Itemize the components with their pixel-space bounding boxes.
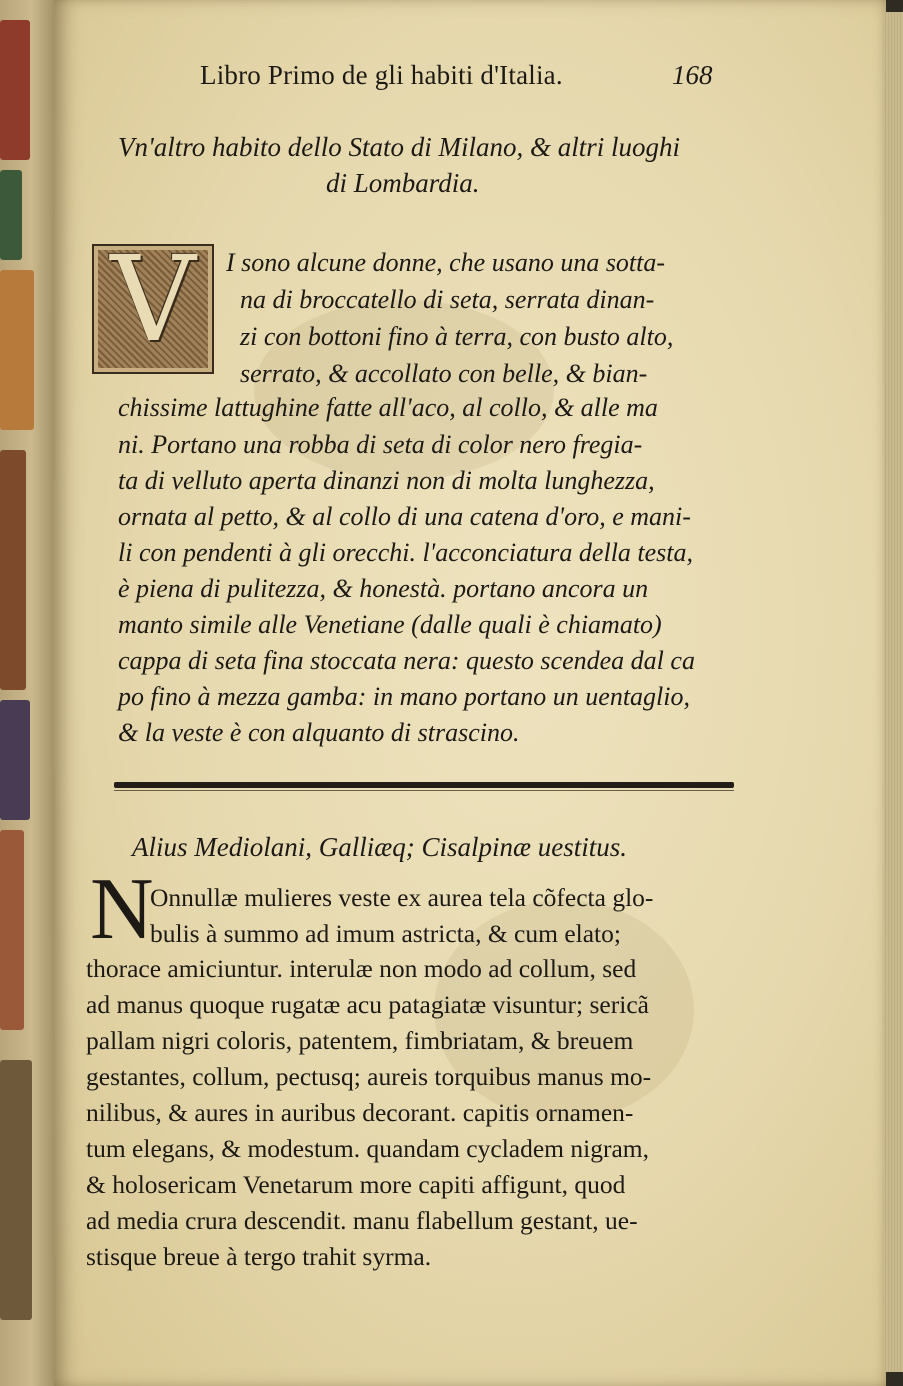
italian-body-line: I sono alcune donne, che usano una sotta-	[226, 248, 666, 277]
latin-body-line: bulis à summo ad imum astricta, & cum elato;	[150, 919, 621, 948]
italian-body-line: manto simile alle Venetiane (dalle quali è chiamato)	[118, 610, 662, 639]
brown-print-bleed-lower	[0, 1060, 32, 1320]
latin-title: Alius Mediolani, Galliæq; Cisalpinæ uestitus.	[132, 832, 628, 862]
latin-body-line: & holosericam Venetarum more capiti affigunt, quod	[86, 1170, 626, 1199]
italian-body-line: serrato, & accollato con belle, & bian-	[240, 359, 648, 388]
left-facing-page-edge	[0, 0, 58, 1386]
initial-letter: V	[110, 230, 196, 368]
italian-body-line: ni. Portano una robba di seta di color nero fregia-	[118, 430, 643, 459]
fore-edge	[884, 12, 903, 1372]
red-print-bleed-lower	[0, 830, 24, 1030]
italian-body-line: cappa di seta fina stoccata nera: questo scendea dal ca	[118, 646, 695, 675]
italian-body-line: è piena di pulitezza, & honestà. portano ancora un	[118, 574, 649, 603]
orange-print-bleed	[0, 270, 34, 430]
latin-body-line: ad media crura descendit. manu flabellum gestant, ue-	[86, 1206, 638, 1235]
italian-body-line: & la veste è con alquanto di strascino.	[118, 718, 520, 747]
decorated-initial-v	[92, 230, 214, 374]
italian-body-line: ornata al petto, & al collo di una catena d'oro, e mani-	[118, 502, 691, 531]
running-head: Libro Primo de gli habiti d'Italia.	[200, 60, 563, 90]
purple-print-bleed	[0, 700, 30, 820]
italian-body-line: po fino à mezza gamba: in mano portano un uentaglio,	[118, 682, 690, 711]
latin-body-line: Onnullæ mulieres veste ex aurea tela cõfecta glo-	[150, 883, 654, 912]
latin-body-line: ad manus quoque rugatæ acu patagiatæ visuntur; sericã	[86, 990, 649, 1019]
latin-body-line: pallam nigri coloris, patentem, fimbriatam, & breuem	[86, 1026, 634, 1055]
brown-print-bleed	[0, 450, 26, 690]
section-divider-rule	[114, 782, 734, 788]
green-print-bleed	[0, 170, 22, 260]
italian-body-line: chissime lattughine fatte all'aco, al collo, & alle ma	[118, 393, 658, 422]
italian-body-line: zi con bottoni fino à terra, con busto alto,	[240, 322, 674, 351]
latin-body-line: nilibus, & aures in auribus decorant. capitis ornamen-	[86, 1098, 634, 1127]
italian-body-line: ta di velluto aperta dinanzi non di molta lunghezza,	[118, 466, 655, 495]
italian-body-line: li con pendenti à gli orecchi. l'acconciatura della testa,	[118, 538, 694, 567]
italian-title-line: di Lombardia.	[326, 168, 480, 198]
latin-body-line: thorace amiciuntur. interulæ non modo ad collum, sed	[86, 954, 637, 983]
red-print-bleed	[0, 20, 30, 160]
page-number: 168	[672, 60, 713, 90]
latin-body-line: tum elegans, & modestum. quandam cycladem nigram,	[86, 1134, 649, 1163]
italian-title-line: Vn'altro habito dello Stato di Milano, & altri luoghi	[118, 132, 681, 162]
latin-body-line: gestantes, collum, pectusq; aureis torquibus manus mo-	[86, 1062, 652, 1091]
latin-body-line: stisque breue à tergo trahit syrma.	[86, 1242, 432, 1271]
italian-body-line: na di broccatello di seta, serrata dinan-	[240, 285, 655, 314]
initial-n: N	[90, 861, 154, 958]
